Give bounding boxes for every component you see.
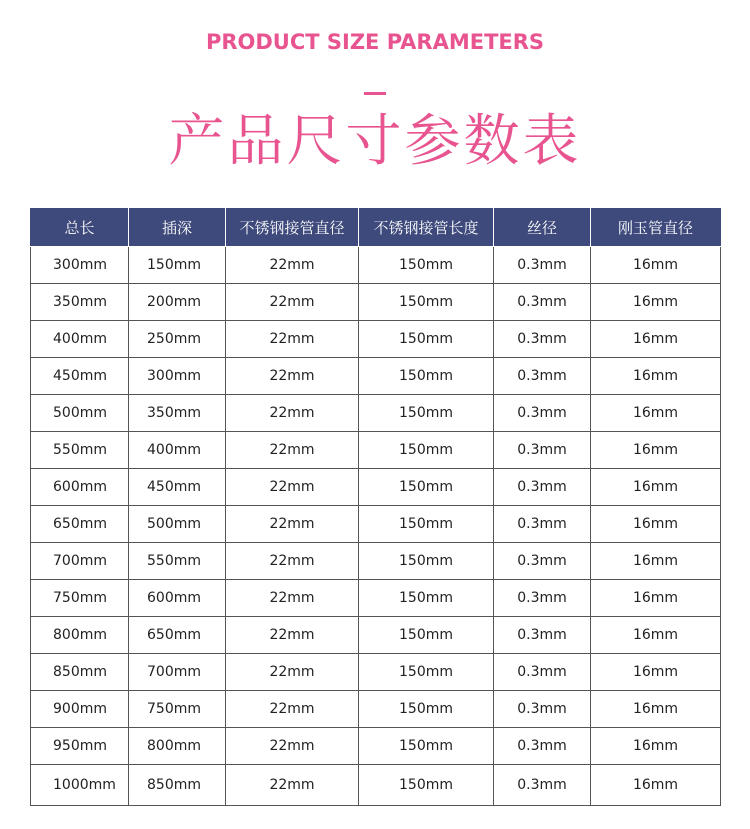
corundum-tube-diameter-cell: 16mm — [591, 654, 721, 691]
corundum-tube-diameter-cell: 16mm — [591, 284, 721, 321]
wire-diameter-cell: 0.3mm — [494, 284, 591, 321]
corundum-tube-diameter-cell: 16mm — [591, 358, 721, 395]
insertion-depth-cell: 650mm — [129, 617, 226, 654]
table-row — [31, 580, 721, 617]
table-row — [31, 284, 721, 321]
wire-diameter-cell: 0.3mm — [494, 617, 591, 654]
steel-pipe-diameter-cell: 22mm — [226, 580, 359, 617]
wire-diameter-cell: 0.3mm — [494, 358, 591, 395]
wire-diameter-cell: 0.3mm — [494, 395, 591, 432]
table-row — [31, 321, 721, 358]
wire-diameter-cell: 0.3mm — [494, 321, 591, 358]
steel-pipe-length-cell: 150mm — [359, 469, 494, 506]
table-row — [31, 543, 721, 580]
total-length-cell: 600mm — [31, 469, 129, 506]
insertion-depth-cell: 750mm — [129, 691, 226, 728]
steel-pipe-diameter-cell: 22mm — [226, 395, 359, 432]
table-row — [31, 654, 721, 691]
table-row — [31, 765, 721, 806]
corundum-tube-diameter-cell: 16mm — [591, 247, 721, 284]
steel-pipe-diameter-cell: 22mm — [226, 432, 359, 469]
table-row — [31, 728, 721, 765]
corundum-tube-diameter-cell: 16mm — [591, 691, 721, 728]
steel-pipe-length-cell: 150mm — [359, 358, 494, 395]
steel-pipe-diameter-cell: 22mm — [226, 506, 359, 543]
steel-pipe-length-cell: 150mm — [359, 728, 494, 765]
total-length-cell: 700mm — [31, 543, 129, 580]
wire-diameter-cell: 0.3mm — [494, 432, 591, 469]
corundum-tube-diameter-cell: 16mm — [591, 321, 721, 358]
steel-pipe-length-cell: 150mm — [359, 284, 494, 321]
table-row — [31, 395, 721, 432]
total-length-cell: 400mm — [31, 321, 129, 358]
wire-diameter-cell: 0.3mm — [494, 691, 591, 728]
steel-pipe-diameter-cell: 22mm — [226, 321, 359, 358]
steel-pipe-diameter-cell: 22mm — [226, 247, 359, 284]
insertion-depth-cell: 300mm — [129, 358, 226, 395]
insertion-depth-cell: 150mm — [129, 247, 226, 284]
table-body — [31, 247, 721, 806]
steel-pipe-diameter-cell: 22mm — [226, 543, 359, 580]
title-chinese: 产品尺寸参数表 — [168, 109, 582, 174]
wire-diameter-cell: 0.3mm — [494, 728, 591, 765]
insertion-depth-cell: 500mm — [129, 506, 226, 543]
wire-diameter-cell: 0.3mm — [494, 469, 591, 506]
corundum-tube-diameter-cell: 16mm — [591, 432, 721, 469]
total-length-cell: 650mm — [31, 506, 129, 543]
table-row — [31, 358, 721, 395]
total-length-cell: 950mm — [31, 728, 129, 765]
total-length-cell: 800mm — [31, 617, 129, 654]
column-header-steel-pipe-length: 不锈钢接管长度 — [359, 209, 494, 247]
insertion-depth-cell: 700mm — [129, 654, 226, 691]
insertion-depth-cell: 200mm — [129, 284, 226, 321]
total-length-cell: 750mm — [31, 580, 129, 617]
insertion-depth-cell: 850mm — [129, 765, 226, 806]
insertion-depth-cell: 800mm — [129, 728, 226, 765]
steel-pipe-diameter-cell: 22mm — [226, 469, 359, 506]
steel-pipe-length-cell: 150mm — [359, 321, 494, 358]
wire-diameter-cell: 0.3mm — [494, 543, 591, 580]
insertion-depth-cell: 400mm — [129, 432, 226, 469]
title-divider — [364, 92, 386, 95]
wire-diameter-cell: 0.3mm — [494, 506, 591, 543]
steel-pipe-length-cell: 150mm — [359, 506, 494, 543]
title-english: PRODUCT SIZE PARAMETERS — [205, 30, 545, 54]
total-length-cell: 1000mm — [31, 765, 129, 806]
wire-diameter-cell: 0.3mm — [494, 580, 591, 617]
table-row — [31, 247, 721, 284]
steel-pipe-length-cell: 150mm — [359, 654, 494, 691]
column-header-insertion-depth: 插深 — [129, 209, 226, 247]
insertion-depth-cell: 350mm — [129, 395, 226, 432]
steel-pipe-diameter-cell: 22mm — [226, 617, 359, 654]
corundum-tube-diameter-cell: 16mm — [591, 543, 721, 580]
total-length-cell: 500mm — [31, 395, 129, 432]
insertion-depth-cell: 550mm — [129, 543, 226, 580]
steel-pipe-diameter-cell: 22mm — [226, 284, 359, 321]
wire-diameter-cell: 0.3mm — [494, 247, 591, 284]
steel-pipe-length-cell: 150mm — [359, 580, 494, 617]
total-length-cell: 450mm — [31, 358, 129, 395]
wire-diameter-cell: 0.3mm — [494, 765, 591, 806]
steel-pipe-diameter-cell: 22mm — [226, 691, 359, 728]
corundum-tube-diameter-cell: 16mm — [591, 765, 721, 806]
corundum-tube-diameter-cell: 16mm — [591, 580, 721, 617]
steel-pipe-diameter-cell: 22mm — [226, 358, 359, 395]
insertion-depth-cell: 600mm — [129, 580, 226, 617]
corundum-tube-diameter-cell: 16mm — [591, 728, 721, 765]
column-header-wire-diameter: 丝径 — [494, 209, 591, 247]
steel-pipe-length-cell: 150mm — [359, 432, 494, 469]
column-header-corundum-tube-diameter: 刚玉管直径 — [591, 209, 721, 247]
steel-pipe-length-cell: 150mm — [359, 543, 494, 580]
wire-diameter-cell: 0.3mm — [494, 654, 591, 691]
table-row — [31, 469, 721, 506]
corundum-tube-diameter-cell: 16mm — [591, 506, 721, 543]
total-length-cell: 300mm — [31, 247, 129, 284]
total-length-cell: 900mm — [31, 691, 129, 728]
insertion-depth-cell: 250mm — [129, 321, 226, 358]
table-header-row — [31, 209, 721, 247]
corundum-tube-diameter-cell: 16mm — [591, 395, 721, 432]
table-row — [31, 691, 721, 728]
steel-pipe-diameter-cell: 22mm — [226, 765, 359, 806]
table-row — [31, 506, 721, 543]
column-header-steel-pipe-diameter: 不锈钢接管直径 — [226, 209, 359, 247]
total-length-cell: 550mm — [31, 432, 129, 469]
column-header-total-length: 总长 — [31, 209, 129, 247]
total-length-cell: 350mm — [31, 284, 129, 321]
steel-pipe-length-cell: 150mm — [359, 765, 494, 806]
total-length-cell: 850mm — [31, 654, 129, 691]
steel-pipe-length-cell: 150mm — [359, 395, 494, 432]
corundum-tube-diameter-cell: 16mm — [591, 617, 721, 654]
steel-pipe-diameter-cell: 22mm — [226, 728, 359, 765]
size-parameters-table — [30, 208, 721, 806]
steel-pipe-diameter-cell: 22mm — [226, 654, 359, 691]
steel-pipe-length-cell: 150mm — [359, 617, 494, 654]
insertion-depth-cell: 450mm — [129, 469, 226, 506]
steel-pipe-length-cell: 150mm — [359, 691, 494, 728]
table-row — [31, 617, 721, 654]
steel-pipe-length-cell: 150mm — [359, 247, 494, 284]
table-row — [31, 432, 721, 469]
corundum-tube-diameter-cell: 16mm — [591, 469, 721, 506]
